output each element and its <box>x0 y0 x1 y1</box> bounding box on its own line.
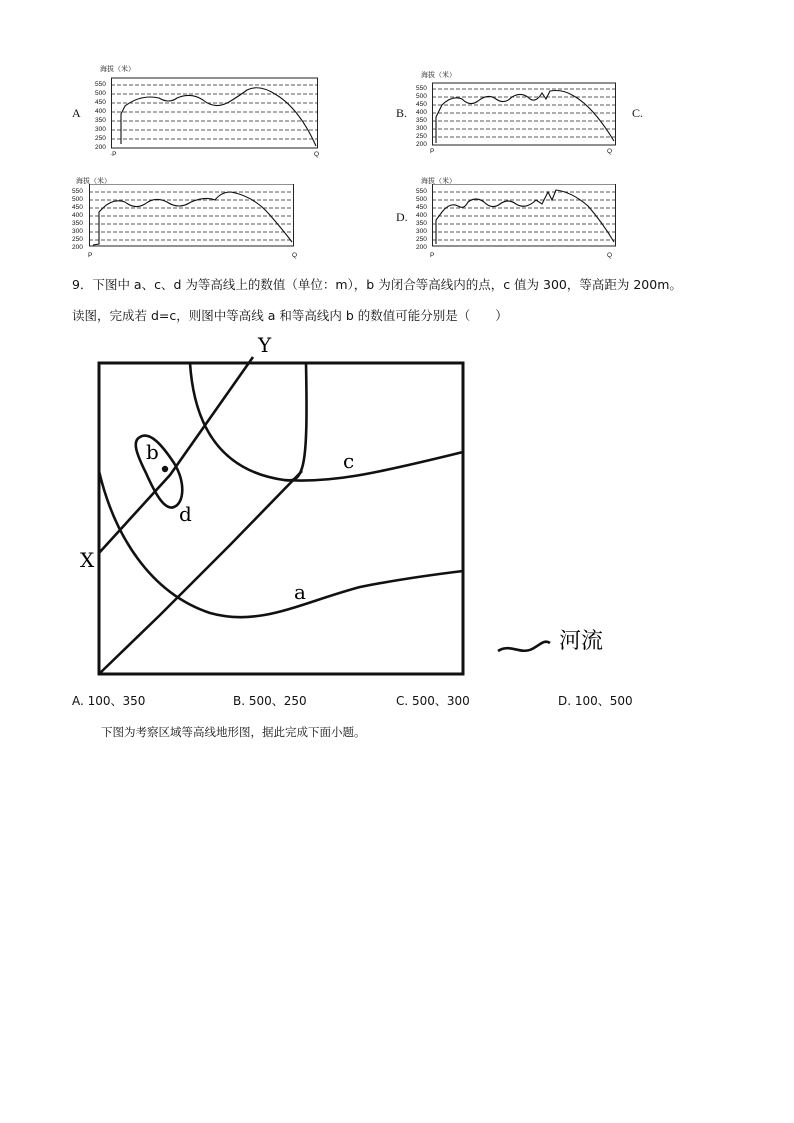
tick-label: 200 <box>416 141 427 148</box>
axis-end-label: Q <box>607 252 613 259</box>
tick-label: 550 <box>72 188 83 195</box>
question-line-2: 读图，完成若 d=c，则图中等高线 a 和等高线内 b 的数值可能分别是（ ） <box>72 308 508 323</box>
river-xy <box>99 357 253 553</box>
contour-map <box>70 335 630 685</box>
tick-label: 450 <box>416 101 427 108</box>
map-label-y: Y <box>258 335 272 357</box>
tick-label: 400 <box>72 212 83 219</box>
profile-a <box>95 64 325 164</box>
axis-start-label: ·P <box>110 151 117 158</box>
map-frame <box>99 363 463 674</box>
tick-label: 200 <box>72 244 83 251</box>
tick-label: 400 <box>416 109 427 116</box>
river-legend-icon <box>498 642 550 651</box>
river-lower <box>99 471 302 674</box>
axis-end-label: Q <box>314 151 320 158</box>
map-label-d: d <box>179 502 192 526</box>
map-label-b: b <box>146 440 159 464</box>
answer-c: C. 500、300 <box>396 694 470 708</box>
tick-label: 300 <box>416 228 427 235</box>
profile-c-title: 海拔（米） <box>76 177 111 185</box>
axis-start-label: P <box>430 252 435 259</box>
tick-label: 550 <box>416 188 427 195</box>
profile-c <box>72 176 302 266</box>
section-note: 下图为考察区域等高线地形图，据此完成下面小题。 <box>101 725 366 739</box>
tick-label: 350 <box>72 220 83 227</box>
answer-a: A. 100、350 <box>72 694 146 708</box>
axis-start-label: P <box>88 252 93 259</box>
tick-label: 250 <box>72 236 83 243</box>
tick-label: 250 <box>416 133 427 140</box>
answer-d: D. 100、500 <box>558 694 633 708</box>
axis-end-label: Q <box>292 252 298 259</box>
profile-d <box>416 176 621 266</box>
profile-d-title: 海拔（米） <box>421 177 456 185</box>
tick-label: 200 <box>416 244 427 251</box>
tick-label: 500 <box>416 196 427 203</box>
profile-b <box>416 70 621 160</box>
point-dot <box>162 466 168 472</box>
contour-b-closed <box>136 436 183 508</box>
axis-start-label: P <box>430 148 435 155</box>
option-c-letter: C. <box>632 106 644 120</box>
profile-c-graph <box>89 184 299 252</box>
tick-label: 400 <box>416 212 427 219</box>
tick-label: 500 <box>72 196 83 203</box>
tick-label: 350 <box>416 220 427 227</box>
tick-label: 450 <box>72 204 83 211</box>
tick-label: 550 <box>95 81 106 88</box>
tick-label: 450 <box>95 99 106 106</box>
contour-c <box>284 452 463 481</box>
answer-b: B. 500、250 <box>233 694 307 708</box>
tick-label: 200 <box>95 144 106 151</box>
option-d-letter: D. <box>396 210 408 224</box>
map-label-c: c <box>343 449 355 473</box>
option-b-letter: B. <box>396 106 408 120</box>
tick-label: 250 <box>95 135 106 142</box>
profile-a-title: 海拔（米） <box>100 65 135 73</box>
legend-label: 河流 <box>559 629 604 654</box>
tick-label: 500 <box>416 93 427 100</box>
map-label-x: X <box>80 548 95 572</box>
tick-label: 300 <box>95 126 106 133</box>
tick-label: 400 <box>95 108 106 115</box>
profile-d-graph <box>432 184 620 252</box>
tick-label: 350 <box>95 117 106 124</box>
map-label-a: a <box>294 580 306 604</box>
tick-label: 550 <box>416 85 427 92</box>
tick-label: 450 <box>416 204 427 211</box>
axis-end-label: Q <box>607 148 613 155</box>
profile-a-graph <box>111 76 323 154</box>
tick-label: 300 <box>416 125 427 132</box>
tick-label: 350 <box>416 117 427 124</box>
profile-b-title: 海拔（米） <box>421 71 456 79</box>
question-line-1: 9．下图中 a、c、d 为等高线上的数值（单位：m），b 为闭合等高线内的点，c 值为 300，等高距为 200m。 <box>72 277 682 292</box>
tick-label: 300 <box>72 228 83 235</box>
tick-label: 500 <box>95 90 106 97</box>
profile-b-graph <box>432 81 620 151</box>
tick-label: 250 <box>416 236 427 243</box>
option-a-letter: A <box>72 106 81 120</box>
